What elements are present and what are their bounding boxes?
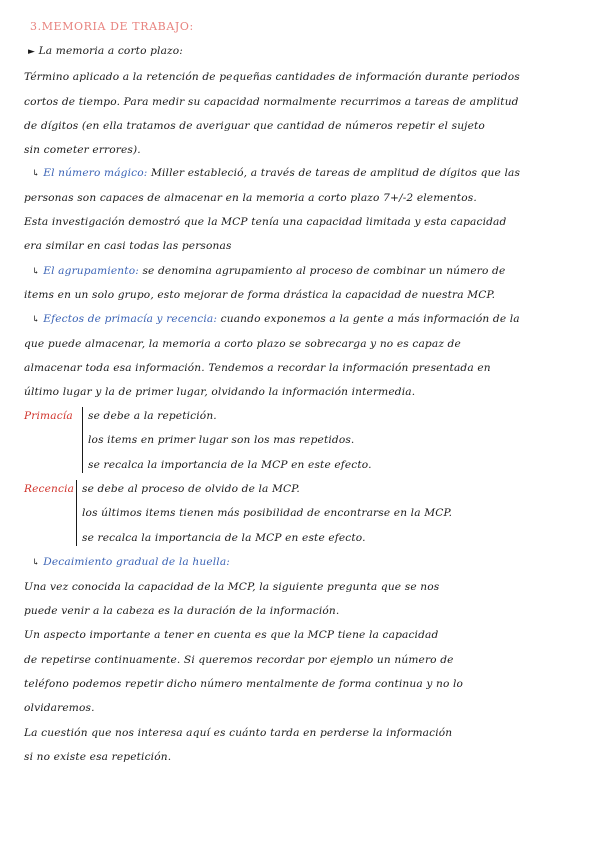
- recency-line: se recalca la importancia de la MCP en este efecto.: [82, 532, 366, 544]
- chunking-line: [32, 264, 505, 279]
- recency-line: los últimos items tienen más posibilidad de encontrarse en la MCP.: [82, 507, 453, 519]
- primacy-label: Primacía: [24, 410, 73, 422]
- decay-line: Una vez conocida la capacidad de la MCP, la siguiente pregunta que se nos: [24, 581, 440, 593]
- magic-number-label: El número mágico:: [43, 167, 148, 179]
- decay-line: si no existe esa repetición.: [24, 751, 172, 763]
- magic-number-text: Miller estableció, a través de tareas de amplitud de dígitos que las: [151, 167, 521, 179]
- magic-number-line: era similar en casi todas las personas: [24, 240, 232, 252]
- magic-number-line: Esta investigación demostró que la MCP tenía una capacidad limitada y esta capacidad: [24, 216, 507, 228]
- magic-number-line: [32, 166, 520, 181]
- intro-line: de dígitos (en ella tratamos de averiguar que cantidad de números repetir el sujeto: [24, 120, 485, 132]
- decay-line: olvidaremos.: [24, 702, 95, 714]
- section-heading: 3.MEMORIA DE TRABAJO:: [30, 20, 194, 33]
- sub-heading: [28, 44, 183, 59]
- recency-line: se debe al proceso de olvido de la MCP.: [82, 483, 300, 495]
- decay-line: puede venir a la cabeza es la duración de la información.: [24, 605, 340, 617]
- primacy-line: se debe a la repetición.: [88, 410, 217, 422]
- chunking-label: El agrupamiento:: [43, 265, 139, 277]
- decay-line: Un aspecto importante a tener en cuenta es que la MCP tiene la capacidad: [24, 629, 439, 641]
- intro-line: Término aplicado a la retención de pequeñas cantidades de información durante periodos: [24, 71, 520, 83]
- decay-heading: [32, 555, 230, 570]
- decay-line: La cuestión que nos interesa aquí es cuánto tarda en perderse la información: [24, 727, 453, 739]
- triangle-arrow-icon: ►: [28, 47, 36, 57]
- effects-line: último lugar y la de primer lugar, olvidando la información intermedia.: [24, 386, 416, 398]
- recency-label: Recencia: [24, 483, 75, 495]
- effects-line: [32, 312, 520, 327]
- intro-line: sin cometer errores).: [24, 144, 141, 156]
- primacy-bracket: [82, 407, 83, 473]
- primacy-line: los items en primer lugar son los mas repetidos.: [88, 434, 355, 446]
- recency-bracket: [76, 480, 77, 546]
- sub-arrow-icon: ↳: [32, 169, 40, 179]
- chunking-text: se denomina agrupamiento al proceso de combinar un número de: [142, 265, 506, 277]
- effects-text: cuando exponemos a la gente a más información de la: [220, 313, 520, 325]
- magic-number-line: personas son capaces de almacenar en la memoria a corto plazo 7+/-2 elementos.: [24, 192, 477, 204]
- intro-line: cortos de tiempo. Para medir su capacidad normalmente recurrimos a tareas de amplitud: [24, 96, 519, 108]
- sub-arrow-icon: ↳: [32, 558, 40, 568]
- chunking-line: items en un solo grupo, esto mejorar de forma drástica la capacidad de nuestra MCP.: [24, 289, 496, 301]
- effects-line: almacenar toda esa información. Tendemos a recordar la información presentada en: [24, 362, 491, 374]
- sub-arrow-icon: ↳: [32, 267, 40, 277]
- decay-line: teléfono podemos repetir dicho número mentalmente de forma continua y no lo: [24, 678, 464, 690]
- decay-line: de repetirse continuamente. Si queremos recordar por ejemplo un número de: [24, 654, 454, 666]
- sub-arrow-icon: ↳: [32, 315, 40, 325]
- primacy-line: se recalca la importancia de la MCP en este efecto.: [88, 459, 372, 471]
- effects-label: Efectos de primacía y recencia:: [43, 313, 218, 325]
- sub-heading-text: La memoria a corto plazo:: [38, 45, 184, 57]
- decay-label: Decaimiento gradual de la huella:: [43, 556, 231, 568]
- effects-line: que puede almacenar, la memoria a corto plazo se sobrecarga y no es capaz de: [24, 338, 461, 350]
